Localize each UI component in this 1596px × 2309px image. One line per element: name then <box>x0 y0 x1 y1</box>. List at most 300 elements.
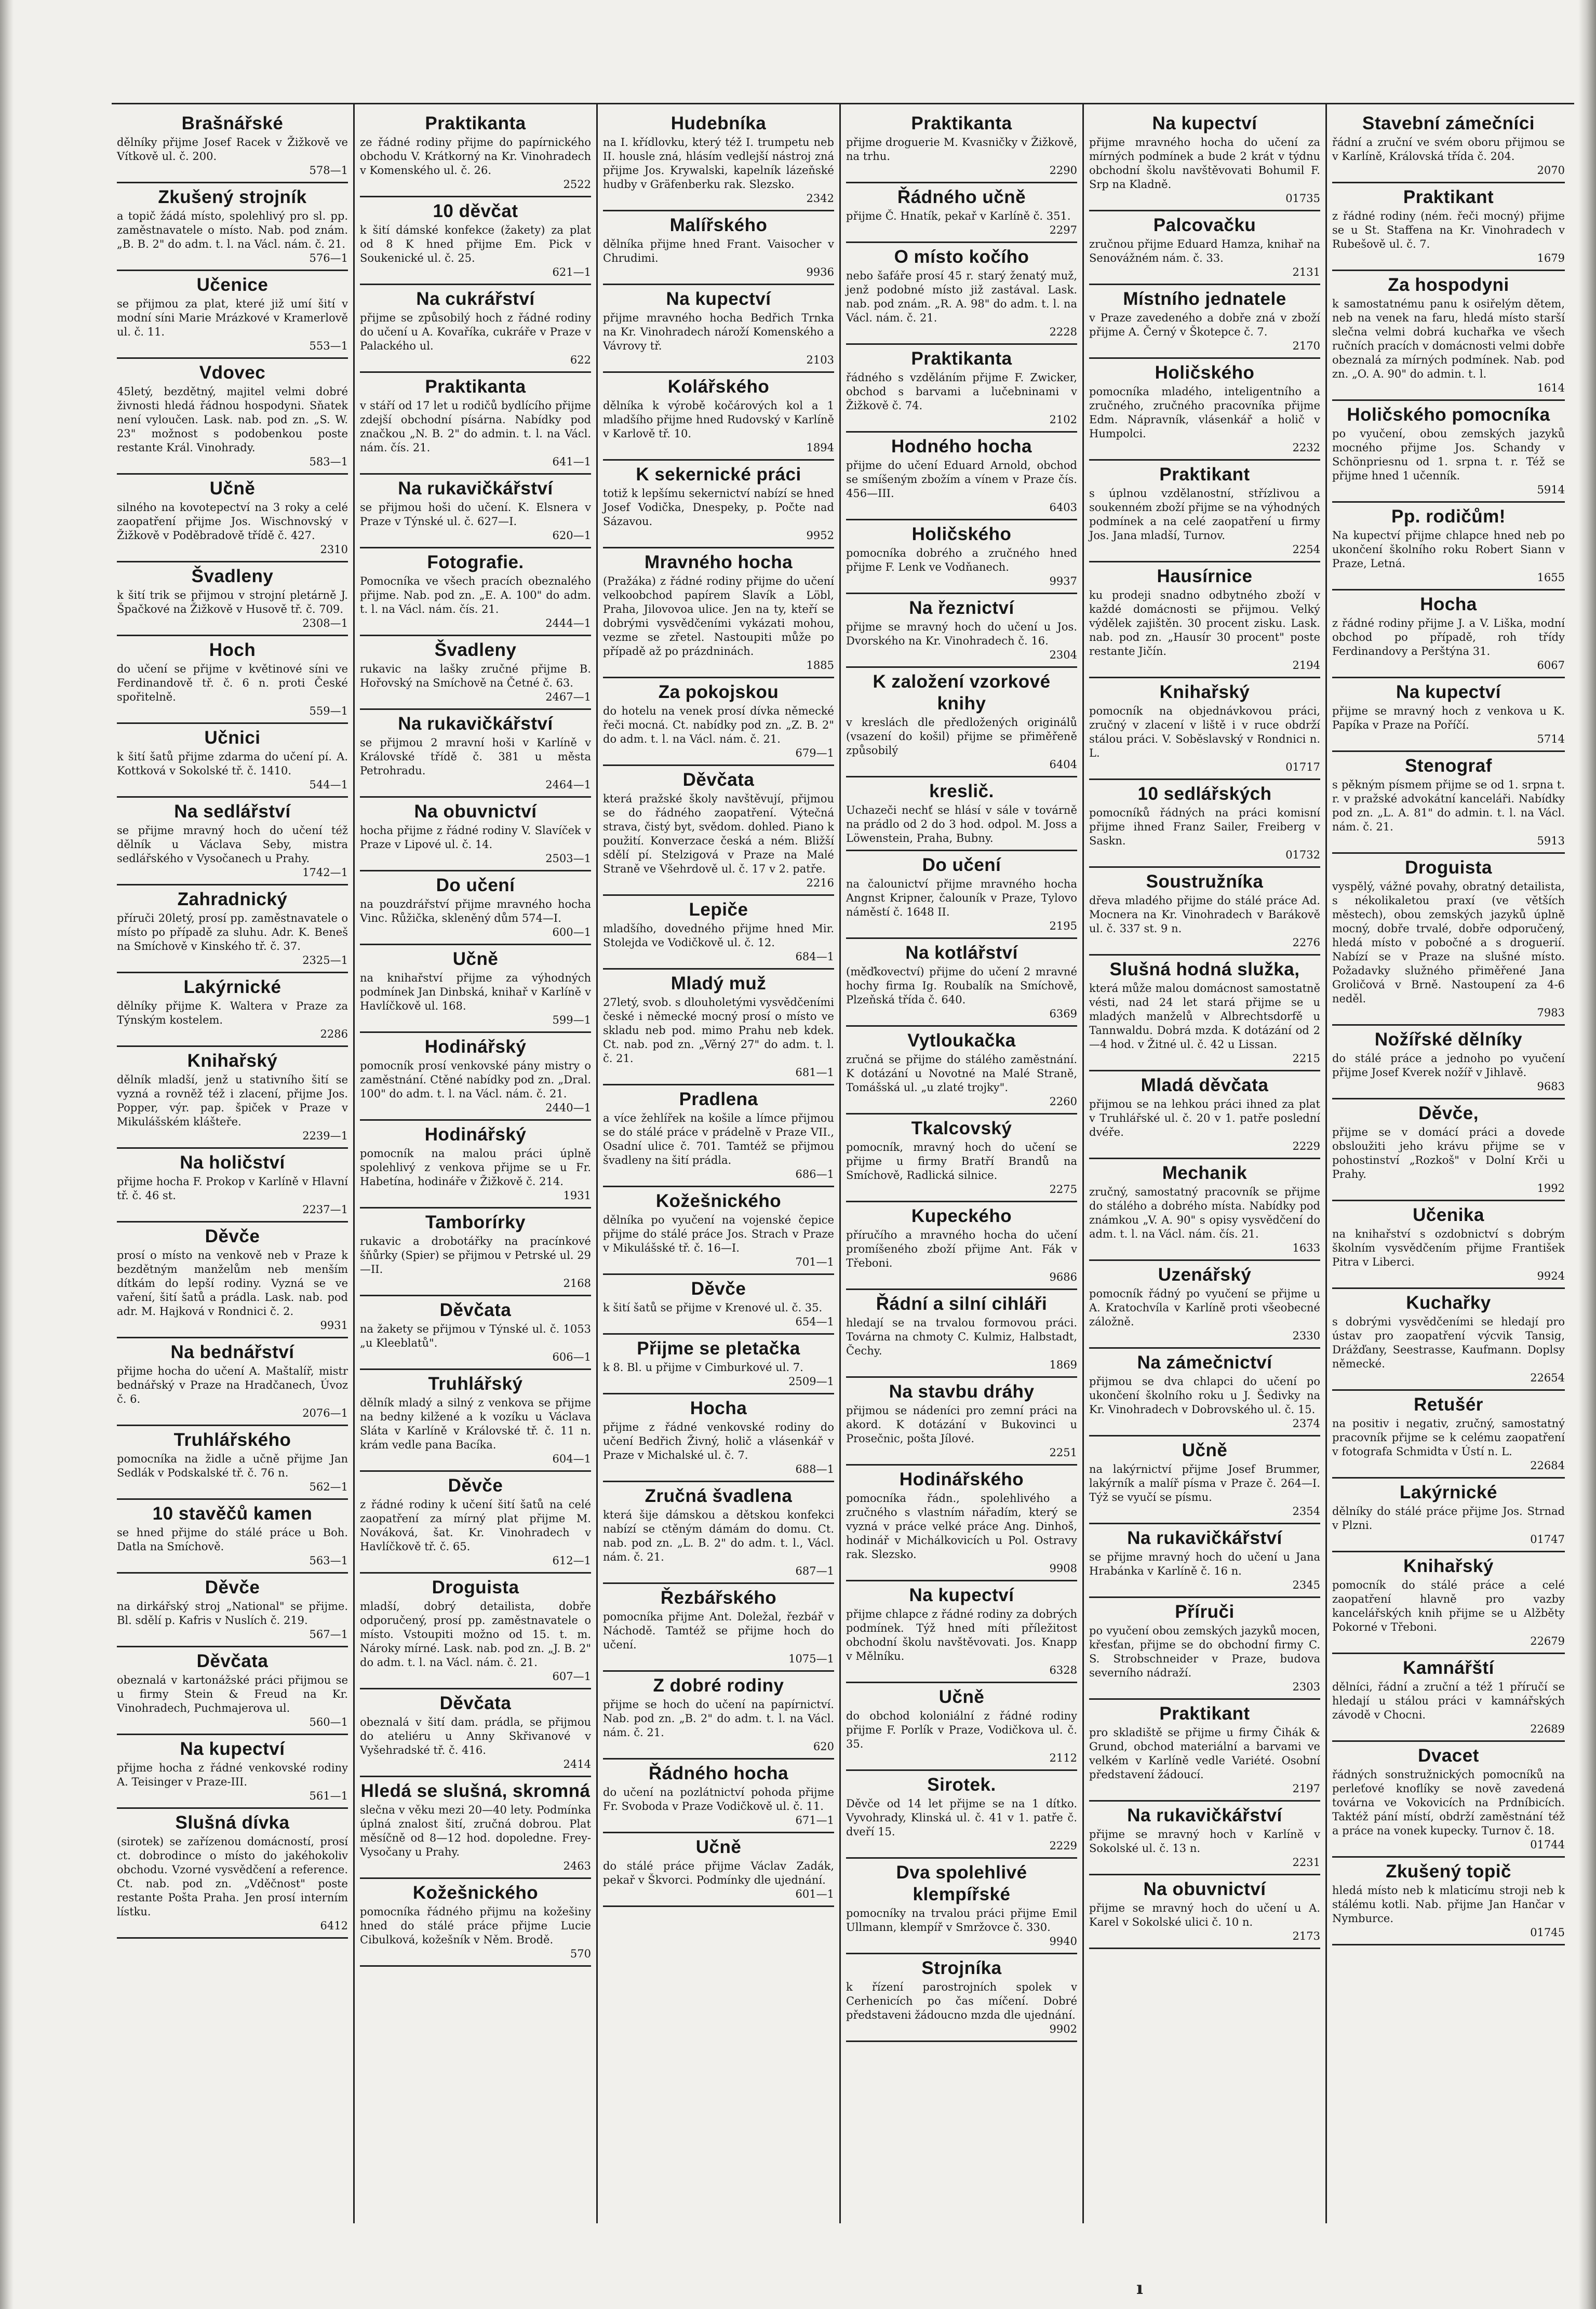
classified-ad <box>846 1378 1077 1466</box>
ad-heading: Mladá děvčata <box>1141 1075 1269 1095</box>
ad-body-text: pomocníka na židle a učně přijme Jan Sedlák v Podskalské tř. č. 76 n. <box>117 1453 348 1479</box>
ad-reference-code: 2325—1 <box>302 954 348 966</box>
ad-reference-code: 9937 <box>1049 575 1077 587</box>
ad-heading: Palcovačku <box>1153 215 1256 235</box>
classified-ad <box>1332 1654 1565 1742</box>
classified-ad <box>846 1771 1077 1859</box>
ad-heading: Pradlena <box>679 1089 758 1109</box>
ad-reference-code: 686—1 <box>795 1168 834 1180</box>
ad-reference-code: 567—1 <box>309 1628 348 1641</box>
classified-ad <box>117 1223 348 1338</box>
classified-ad <box>603 1335 834 1394</box>
ad-heading: Tamborírky <box>425 1212 526 1232</box>
ad-reference-code: 9686 <box>1049 1271 1077 1283</box>
ad-reference-code: 01744 <box>1530 1838 1565 1851</box>
classified-ad <box>360 1296 591 1370</box>
ad-heading: Knihařský <box>187 1051 278 1071</box>
ad-reference-code: 560—1 <box>309 1716 348 1728</box>
ad-heading: Příruči <box>1175 1602 1235 1622</box>
ad-heading: Děvčata <box>196 1651 269 1671</box>
ad-body-text: na čalounictví přijme mravného hocha Angnst Kripner, čalouník v Praze, Tylovo náměstí č. 1648 II. <box>846 878 1077 918</box>
ad-body-text: přijme se v domácí práci a dovede obsloužiti jeho krávu přijme se v pohostinství „Rozkoš" v Dolní Krči u Prahy. <box>1332 1126 1565 1180</box>
ad-heading: Praktikanta <box>911 348 1012 369</box>
classified-ad <box>360 197 591 285</box>
ad-body-text: na knihařství s ozdobnictví s dobrým školním vysvědčením přijme František Pitra v Liberci. <box>1332 1228 1565 1268</box>
ad-reference-code: 604—1 <box>552 1453 591 1465</box>
ad-heading: K sekernické práci <box>636 464 801 485</box>
classified-ad <box>846 1202 1077 1290</box>
classified-ad <box>603 970 834 1085</box>
ad-reference-code: 1931 <box>563 1189 591 1202</box>
ad-body-text: nebo šafáře prosí 45 r. starý ženatý muž, jenž podobné místo již zastával. Lask. nab. pod znám. „R. A. 98" do adm. t. l. na Václ. nám. č. 21. <box>846 270 1077 324</box>
classified-ad <box>846 594 1077 668</box>
classified-ad <box>1089 1349 1320 1437</box>
ad-reference-code: 2354 <box>1292 1505 1320 1518</box>
ad-reference-code: 2251 <box>1049 1446 1077 1459</box>
ad-heading: Na holičství <box>180 1152 285 1173</box>
ad-reference-code: 9952 <box>806 529 834 542</box>
classified-ad <box>117 1574 348 1647</box>
ad-reference-code: 559—1 <box>309 705 348 717</box>
ad-body-text: dělníci, řádní a zruční a též 1 příručí se hledají u stálou práci v kamnářských závodě v Chocni. <box>1332 1681 1565 1721</box>
classified-ad <box>846 1115 1077 1202</box>
ad-column-2 <box>355 104 598 2223</box>
ad-body-text: Děvče od 14 let přijme se na 1 dítko. Vyvohrady, Klinská ul. č. 41 v 1. patře č. dveří 15. <box>846 1797 1077 1838</box>
ad-reference-code: 9924 <box>1537 1270 1565 1282</box>
ad-body-text: se hned přijme do stálé práce u Boh. Datla na Smíchově. <box>117 1526 348 1553</box>
ad-reference-code: 9936 <box>806 266 834 278</box>
classified-ad <box>1332 1099 1565 1201</box>
ad-heading: Na zámečnictví <box>1137 1352 1272 1373</box>
ad-reference-code: 2297 <box>1049 224 1077 236</box>
ad-reference-code: 1075—1 <box>788 1653 834 1665</box>
ad-reference-code: 1869 <box>1049 1359 1077 1371</box>
ad-reference-code: 2374 <box>1292 1417 1320 1430</box>
ad-body-text: rukavic a drobotářky na pracínkové šňůrky (Spier) se přijmou v Petrské ul. 29—II. <box>360 1235 591 1276</box>
ad-column-4 <box>841 104 1084 2223</box>
ad-heading: Za pokojskou <box>658 682 779 702</box>
ad-heading: Na sedlářství <box>174 801 291 822</box>
classified-ad <box>117 1047 348 1149</box>
page-footer-mark: ı <box>1136 2278 1143 2299</box>
ad-body-text: s pěkným písmem přijme se od 1. srpna t. r. v pražské advokátní kanceláři. Nabídky pod zn. „L. A. 81" do admin. t. l. na Václ. nám. č. 21. <box>1332 778 1565 833</box>
classified-ad <box>1089 1802 1320 1875</box>
ad-heading: Tkalcovský <box>911 1118 1012 1138</box>
ad-heading: Na bednářství <box>170 1342 294 1362</box>
classified-ad <box>117 724 348 798</box>
classified-ad <box>603 896 834 970</box>
classified-ad <box>360 636 591 710</box>
classified-ad <box>117 1647 348 1735</box>
ad-reference-code: 2254 <box>1292 543 1320 556</box>
ad-reference-code: 6412 <box>320 1919 348 1932</box>
classified-ad <box>603 1085 834 1187</box>
ad-body-text: dělníka přijme hned Frant. Vaisocher v Chrudimi. <box>603 238 834 264</box>
ad-body-text: ze řádné rodiny přijme do papírnického obchodu V. Krátkorný na Kr. Vinohradech v Komenského ul. č. 26. <box>360 136 591 177</box>
ad-reference-code: 22684 <box>1530 1459 1565 1472</box>
classified-ad <box>360 710 591 798</box>
ad-body-text: se přijme mravný hoch do učení u Jana Hrabánka v Karlíně č. 16 n. <box>1089 1551 1320 1577</box>
ad-heading: Hudebníka <box>670 113 767 133</box>
ad-body-text: dělník mladší, jenž u stativního šití se vyzná a rovněž též i zlacení, přijme Jos. Popper, výr. pap. špiček v Praze v Mikulášském klášteře. <box>117 1073 348 1128</box>
classified-ad <box>360 548 591 636</box>
classified-ad <box>360 1879 591 1967</box>
classified-ad <box>1332 401 1565 503</box>
ad-reference-code: 2260 <box>1049 1095 1077 1108</box>
ad-reference-code: 2215 <box>1292 1052 1320 1065</box>
ad-body-text: dělníky do stálé práce přijme Jos. Strnad v Plzni. <box>1332 1505 1565 1532</box>
ad-body-text: po vyučení, obou zemských jazyků mocného přijme Jos. Schandy v Schönpriesnu od 1. srpna t. r. Též se přijme hned 1 učenník. <box>1332 427 1565 482</box>
classified-ad <box>117 1500 348 1574</box>
ad-reference-code: 2231 <box>1292 1856 1320 1869</box>
classified-ad <box>1089 678 1320 780</box>
ad-heading: Lepiče <box>689 900 748 920</box>
ad-heading: Kamnářští <box>1403 1658 1494 1678</box>
ad-heading: Řádného učně <box>897 187 1026 207</box>
ad-heading: Na rukavičkářství <box>1127 1528 1282 1548</box>
ad-body-text: do stálé práce a jednoho po vyučení přijme Josef Kverek nožíř v Jihlavě. <box>1332 1052 1565 1079</box>
classified-ad <box>1332 854 1565 1026</box>
ad-reference-code: 5914 <box>1537 484 1565 496</box>
ad-body-text: zručnou přijme Eduard Hamza, knihař na Senovážném nám. č. 33. <box>1089 238 1320 264</box>
ad-heading: Strojníka <box>921 1958 1002 1978</box>
classified-ad <box>846 183 1077 243</box>
ad-reference-code: 2308—1 <box>302 617 348 629</box>
ad-heading: Knihařský <box>1159 682 1250 702</box>
ad-body-text: přijme se mravný hoch z venkova u K. Papíka v Praze na Poříčí. <box>1332 705 1565 731</box>
ad-body-text: na positiv i negativ, zručný, samostatný pracovník přijme se k celému zaopatření v fotografa Schmidta v Ústí n. L. <box>1332 1417 1565 1458</box>
ad-column-5 <box>1084 104 1327 2223</box>
ad-body-text: v stáří od 17 let u rodičů bydlícího přijme zdejší obchodní písárna. Nabídky pod značkou „N. B. 2" do admin. t. l. na Václ. nám. čís. 21. <box>360 399 591 454</box>
ad-heading: Retušér <box>1414 1394 1483 1415</box>
ad-reference-code: 22689 <box>1530 1723 1565 1735</box>
classified-ad <box>117 110 348 183</box>
ad-heading: Učně <box>938 1687 985 1707</box>
ad-heading: Hausírnice <box>1157 566 1253 586</box>
ad-body-text: zručná se přijme do stálého zaměstnání. K dotázání u Novotné na Malé Straně, Tomášská ul. „u zlaté trojky". <box>846 1053 1077 1094</box>
ad-reference-code: 2131 <box>1292 266 1320 278</box>
ad-body-text: dřeva mladého přijme do stálé práce Ad. Mocnera na Kr. Vinohradech v Barákově ul. č. 337 st. 9 n. <box>1089 894 1320 935</box>
ad-column-6 <box>1327 104 1570 2223</box>
classified-ad <box>117 475 348 562</box>
classified-ad <box>1089 359 1320 461</box>
ad-body-text: ku prodeji snadno odbytného zboží v každé domácnosti se přijmou. Velký výdělek zajištěn. 30 procent zisku. Lask. nab. pod zn. „Hausír 30 procent" poste restante Jičín. <box>1089 589 1320 657</box>
classified-ad <box>360 1574 591 1689</box>
classified-ad <box>846 1027 1077 1115</box>
ad-reference-code: 2194 <box>1292 659 1320 672</box>
ad-body-text: přijme Č. Hnatík, pekař v Karlíně č. 351. <box>846 210 1071 222</box>
ad-reference-code: 606—1 <box>552 1351 591 1363</box>
ad-reference-code: 9940 <box>1049 1935 1077 1948</box>
classified-ad <box>117 973 348 1047</box>
ad-heading: 10 děvčat <box>433 201 518 221</box>
ad-body-text: 45letý, bezdětný, majitel velmi dobré živnosti hledá řádnou hospodyni. Sňatek není vyloučen. Lask. nab. pod zn. „S. W. 23" možnost s podobenkou poste restante Král. Vinohrady. <box>117 385 348 454</box>
ad-reference-code: 2303 <box>1292 1681 1320 1693</box>
classified-ad <box>1332 503 1565 590</box>
ad-reference-code: 2342 <box>806 192 834 205</box>
ad-body-text: 27letý, svob. s dlouholetými vysvědčeními české i německé mocný prosí o místo ve skladu neb pod. mimo Prahu neb kdek. Ct. nab. pod zn. „Věrný 27" do adm. t. l. č. 21. <box>603 996 834 1065</box>
ad-heading: Hoch <box>209 640 256 660</box>
classified-ad <box>603 1833 834 1907</box>
ad-reference-code: 2232 <box>1292 441 1320 454</box>
ad-body-text: přijme mravného hocha Bedřich Trnka na Kr. Vinohradech nároží Komenského a Vávrovy tř. <box>603 312 834 352</box>
classified-ad <box>117 1338 348 1426</box>
ad-reference-code: 01747 <box>1530 1533 1565 1546</box>
ad-heading: Děvčata <box>439 1693 512 1713</box>
classified-ad <box>1332 678 1565 752</box>
ad-reference-code: 620 <box>813 1740 834 1753</box>
ad-reference-code: 6369 <box>1049 1008 1077 1020</box>
ad-reference-code: 1614 <box>1537 382 1565 394</box>
ad-body-text: s úplnou vzdělanostní, střízlivou a soukenném zboží přijme se na výhodných podmínek a na celé zaopatření u firmy Jos. Jana mladší, Turnov. <box>1089 487 1320 542</box>
ad-heading: Mladý muž <box>670 973 767 994</box>
ad-heading: Na rukavičkářství <box>398 478 553 499</box>
ad-heading: 10 sedlářských <box>1137 784 1272 804</box>
classified-ad <box>603 285 834 373</box>
ad-body-text: totiž k lepšímu sekernictví nabízí se hned Josef Vodička, Dnespeky, p. Počte nad Sázavou. <box>603 487 834 528</box>
ad-reference-code: 2290 <box>1049 164 1077 177</box>
ad-body-text: na žakety se přijmou v Týnské ul. č. 1053 „u Kleeblatů". <box>360 1323 591 1349</box>
classified-ad <box>1332 1026 1565 1099</box>
ad-body-text: k samostatnému panu k osiřelým dětem, neb na venek na faru, hledá místo starší slečna velmi dobrá kuchařka ve všech ručních pracích v domácnosti velmi dobře obeznalá za mírných podmínek. Nab. pod zn. „O. A. 90" do admin. t. l. <box>1332 298 1565 380</box>
ad-body-text: přijme mravného hocha do učení za mírných podmínek a bude 2 krát v týdnu obchodní školu navštěvovati Bohumil F. Srp na Kladně. <box>1089 136 1320 191</box>
classified-ad <box>117 183 348 271</box>
ad-body-text: na dirkářský stroj „National" se přijme. Bl. sdělí p. Kafris v Nuslích č. 219. <box>117 1600 348 1627</box>
ad-reference-code: 601—1 <box>795 1888 834 1900</box>
classified-ad <box>846 1859 1077 1954</box>
ad-body-text: přijmou se dva chlapci do učení po ukončení školního roku u J. Šedivky na Kr. Vinohradech v Dobrovského ul. č. 15. <box>1089 1375 1320 1416</box>
ad-heading: Hodného hocha <box>891 436 1032 457</box>
classified-ad <box>1089 211 1320 285</box>
ad-heading: O místo kočího <box>894 247 1029 267</box>
ad-reference-code: 570 <box>570 1948 591 1960</box>
ad-heading: Děvče <box>205 1226 260 1246</box>
ad-reference-code: 2440—1 <box>545 1102 591 1114</box>
ad-heading: Truhlářský <box>428 1374 523 1394</box>
ad-reference-code: 9902 <box>1049 2023 1077 2035</box>
ad-reference-code: 2195 <box>1049 920 1077 932</box>
classified-ad <box>1089 562 1320 678</box>
classified-ad <box>846 1466 1077 1581</box>
ad-reference-code: 2275 <box>1049 1183 1077 1196</box>
classified-ad <box>1089 1261 1320 1349</box>
ad-reference-code: 2168 <box>563 1277 591 1290</box>
ad-heading: Zručná švadlena <box>645 1486 793 1506</box>
ad-reference-code: 2276 <box>1292 936 1320 949</box>
classified-ad <box>117 636 348 724</box>
ad-reference-code: 2414 <box>563 1758 591 1770</box>
ad-reference-code: 2173 <box>1292 1930 1320 1942</box>
ad-reference-code: 2103 <box>806 354 834 366</box>
classified-ad <box>1332 1201 1565 1289</box>
ad-reference-code: 600—1 <box>552 926 591 938</box>
ad-heading: Do učení <box>436 875 515 895</box>
classified-ad <box>360 1121 591 1209</box>
ad-reference-code: 2330 <box>1292 1330 1320 1342</box>
classified-ad <box>603 1672 834 1760</box>
ad-reference-code: 2304 <box>1049 649 1077 661</box>
ad-reference-code: 621—1 <box>552 266 591 278</box>
classified-ad <box>1332 1479 1565 1552</box>
ad-heading: Hocha <box>690 1398 747 1418</box>
ad-reference-code: 6328 <box>1049 1664 1077 1676</box>
ad-heading: Praktikanta <box>911 113 1012 133</box>
classified-ad <box>117 885 348 973</box>
ad-reference-code: 681—1 <box>795 1066 834 1079</box>
ad-body-text: dělníky přijme K. Waltera v Praze za Týnským kostelem. <box>117 1000 348 1026</box>
ad-heading: Učně <box>452 949 499 969</box>
ad-heading: Řezbářského <box>660 1588 777 1608</box>
classified-ad <box>360 110 591 197</box>
ad-heading: Pp. rodičům! <box>1391 506 1506 527</box>
classified-ad <box>1089 1524 1320 1598</box>
classified-ad <box>117 798 348 885</box>
ad-heading: Kožešnického <box>655 1191 782 1211</box>
ad-heading: Učně <box>695 1837 742 1857</box>
ad-body-text: pomocníka řádn., spolehlivého a zručného s vlastním nářadím, který se vyzná v práce velké práce Ang. Dinhoš, hodinář v Michálkovicích u Pol. Ostravy rak. Slezsko. <box>846 1492 1077 1561</box>
ad-body-text: řádného s vzděláním přijme F. Zwicker, obchod s barvami a lučebninami v Žižkově č. 74. <box>846 371 1077 412</box>
classified-ad <box>117 359 348 475</box>
classified-ad <box>117 562 348 636</box>
ad-reference-code: 684—1 <box>795 950 834 963</box>
ad-body-text: hledá místo neb k mlaticímu stroji neb k stálému kotli. Nab. přijme Jan Hančar v Nymburce. <box>1332 1884 1565 1925</box>
ad-heading: Praktikant <box>1403 187 1494 207</box>
ad-heading: Dva spolehlivé klempířské <box>896 1862 1027 1904</box>
ad-heading: Kupeckého <box>911 1206 1012 1226</box>
ad-heading: Holičského <box>1155 363 1255 383</box>
ad-body-text: na lakýrnictví přijme Josef Brummer, lakýrník a malíř písma v Praze č. 264—I. Týž se vyučí se písmu. <box>1089 1463 1320 1503</box>
ad-heading: Přijme se pletačka <box>637 1338 800 1359</box>
ad-body-text: pomocník, mravný hoch do učení se přijme u firmy Bratří Brandů na Smíchově, Radlická silnice. <box>846 1141 1077 1182</box>
ad-body-text: k šití šatů se přijme v Krenové ul. č. 35. <box>603 1301 823 1314</box>
classified-ad <box>846 1683 1077 1771</box>
ad-body-text: dělníky přijme Josef Racek v Žižkově ve Vítkově ul. č. 200. <box>117 136 348 163</box>
ad-body-text: se přijme mravný hoch do učení též dělník u Václava Seby, mistra sedlářského v Vysočanech u Prahy. <box>117 824 348 865</box>
ad-reference-code: 578—1 <box>309 164 348 177</box>
scan-edge-right <box>1578 0 1596 2309</box>
ad-reference-code: 6403 <box>1049 501 1077 514</box>
classified-ad <box>1332 1391 1565 1479</box>
ad-heading: Na rukavičkářství <box>398 714 553 734</box>
ad-reference-code: 583—1 <box>309 455 348 468</box>
ad-heading: Holičského <box>911 524 1012 544</box>
ad-reference-code: 5913 <box>1537 835 1565 847</box>
ad-reference-code: 7983 <box>1537 1006 1565 1019</box>
ad-reference-code: 01735 <box>1285 192 1320 205</box>
classified-ad <box>603 461 834 548</box>
classified-ad <box>360 475 591 548</box>
ad-body-text: přijmou se na lehkou práci ihned za plat v Truhlářské ul. č. 20 v 1. patře poslední dvéře. <box>1089 1098 1320 1138</box>
ad-body-text: se přijmou za plat, které již umí šití v modní síni Marie Mrázkové v Kramerlově ul. č. 11. <box>117 298 348 338</box>
ad-reference-code: 679—1 <box>795 747 834 759</box>
ad-heading: Na kupectví <box>1152 113 1257 133</box>
classified-ad <box>1089 461 1320 562</box>
ad-body-text: příruči 20letý, prosí pp. zaměstnavatele o místo po případě za sluhu. Adr. K. Beneš na Smíchově v Kinského tř. č. 37. <box>117 912 348 952</box>
ad-heading: Na obuvnictví <box>1143 1879 1266 1899</box>
ad-body-text: do obchod koloniální z řádné rodiny přijme F. Porlík v Praze, Vodičkova ul. č. 35. <box>846 1710 1077 1750</box>
ad-heading: Na řeznictví <box>909 598 1014 618</box>
classified-ad <box>603 766 834 896</box>
classified-ad <box>846 1581 1077 1683</box>
classified-ads-columns <box>112 103 1574 2223</box>
ad-reference-code: 576—1 <box>309 252 348 264</box>
ad-reference-code: 688—1 <box>795 1463 834 1475</box>
ad-reference-code: 561—1 <box>309 1790 348 1802</box>
scan-edge-left <box>0 0 14 2309</box>
ad-heading: Knihařský <box>1403 1556 1494 1576</box>
ad-body-text: dělník mladý a silný z venkova se přijme na bedny kilžené a k vozíku u Václava Sláta v Karlíně v Královské tř. č. 11 n. krám vedle pana Bacíka. <box>360 1397 591 1451</box>
ad-heading: Učnici <box>204 728 261 748</box>
ad-body-text: k 8. Bl. u přijme v Cimburkové ul. 7. <box>603 1361 803 1374</box>
ad-heading: Místního jednatele <box>1123 289 1286 309</box>
ad-body-text: pomocníky na trvalou práci přijme Emil Ullmann, klempíř v Smržovce č. 330. <box>846 1907 1077 1934</box>
ad-heading: kreslič. <box>929 781 994 801</box>
ad-reference-code: 01717 <box>1285 761 1320 773</box>
ad-body-text: hledají se na trvalou formovou práci. Továrna na chmoty C. Kulmiz, Halbstadt, Čechy. <box>846 1317 1077 1357</box>
classified-ad <box>360 1370 591 1472</box>
ad-reference-code: 2509—1 <box>788 1375 834 1388</box>
classified-ad <box>117 1426 348 1500</box>
ad-body-text: přijme z řádné venkovské rodiny do učení Bedřich Živný, holič a vlásenkář v Praze v Michalské ul. č. 7. <box>603 1421 834 1461</box>
ad-reference-code: 2229 <box>1049 1840 1077 1852</box>
classified-ad <box>1089 956 1320 1071</box>
ad-heading: Učně <box>1182 1440 1228 1460</box>
ad-body-text: pomocník na objednávkovou práci, zručný v zlacení v liště i v ruce obdrží stálou práci. V. Soběslavský v Rondnici n. L. <box>1089 705 1320 759</box>
classified-ad <box>1089 1437 1320 1524</box>
ad-heading: Na kupectví <box>180 1739 285 1759</box>
classified-ad <box>1089 868 1320 956</box>
ad-body-text: zručný, samostatný pracovník se přijme do stálého a dobrého místa. Nabídky pod známkou „V. A. 90" s opisy vysvědčení do adm. t. l. na Václ. nám. čís. 21. <box>1089 1186 1320 1240</box>
ad-body-text: přijme hocha F. Prokop v Karlíně v Hlavní tř. č. 46 st. <box>117 1175 348 1202</box>
classified-ad <box>846 345 1077 433</box>
ad-reference-code: 1885 <box>806 659 834 672</box>
ad-reference-code: 2522 <box>563 178 591 191</box>
ad-reference-code: 2102 <box>1049 413 1077 426</box>
ad-body-text: do hotelu na venek prosí dívka německé řeči mocná. Ct. nabídky pod zn. „Z. B. 2" do adm. t. l. na Václ. nám. č. 21. <box>603 705 834 745</box>
ad-heading: Švadleny <box>191 566 274 586</box>
ad-heading: Na rukavičkářství <box>1127 1805 1282 1825</box>
ad-body-text: vyspělý, vážné povahy, obratný detailista, s nékolikaletou praxí (ve větších městech), obou zemských jazyků úplně mocný, dobře trvalé, dobře odporučený, hledá místo v pobočné a s droguerií. Nabízí se v Praze na slušné místo. Požadavky služného přiměřené Jana Groličová v Brně. Nastoupení za 4-6 neděl. <box>1332 880 1565 1005</box>
ad-reference-code: 22654 <box>1530 1372 1565 1384</box>
ad-reference-code: 687—1 <box>795 1565 834 1577</box>
ad-heading: Droguista <box>1405 857 1492 878</box>
ad-reference-code: 9908 <box>1049 1562 1077 1575</box>
classified-ad <box>846 520 1077 594</box>
ad-heading: Slušná dívka <box>175 1813 290 1833</box>
classified-ad <box>360 1689 591 1777</box>
ad-body-text: pomocník na malou práci úplně spolehlivý z venkova přijme se u Fr. Habetína, hodináře v Žižkově č. 214. <box>360 1147 591 1188</box>
ad-body-text: pomocníka dobrého a zručného hned přijme F. Lenk ve Vodňanech. <box>846 547 1077 573</box>
ad-heading: Stenograf <box>1405 756 1492 776</box>
ad-body-text: přijme se způsobilý hoch z řádné rodiny do učení u A. Kovaříka, cukráře v Praze v Palackého ul. <box>360 312 591 352</box>
ad-heading: Na kotlářství <box>905 943 1018 963</box>
classified-ad <box>603 1482 834 1584</box>
ad-heading: Slušná hodná služka, <box>1109 959 1300 979</box>
classified-ad <box>846 851 1077 939</box>
ad-reference-code: 701—1 <box>795 1256 834 1268</box>
ad-reference-code: 2237—1 <box>302 1203 348 1216</box>
ad-reference-code: 2467—1 <box>545 691 591 703</box>
classified-ad <box>603 110 834 211</box>
classified-ad <box>603 548 834 678</box>
ad-heading: Zahradnický <box>177 889 288 909</box>
ad-body-text: do učení se přijme v květinové síni ve Ferdinandově tř. č. 6 n. proti České spořitelně. <box>117 663 348 703</box>
ad-body-text: přijmou se nádeníci pro zemní práci na akord. K dotázání v Bukovinci u Prosečnic, pošta Jílové. <box>846 1404 1077 1445</box>
ad-reference-code: 620—1 <box>552 529 591 542</box>
ad-body-text: slečna v věku mezi 20—40 lety. Podmínka úplná znalost šití, zručná dobrou. Plat měsíčně od 8—12 hod. dopoledne. Frey-Vysočany u Prahy. <box>360 1804 591 1858</box>
ad-body-text: pomocníka přijme Ant. Doležal, řezbář v Náchodě. Tamtéž se přijme hoch do učení. <box>603 1610 834 1651</box>
ad-heading: Děvče, <box>1418 1103 1479 1123</box>
